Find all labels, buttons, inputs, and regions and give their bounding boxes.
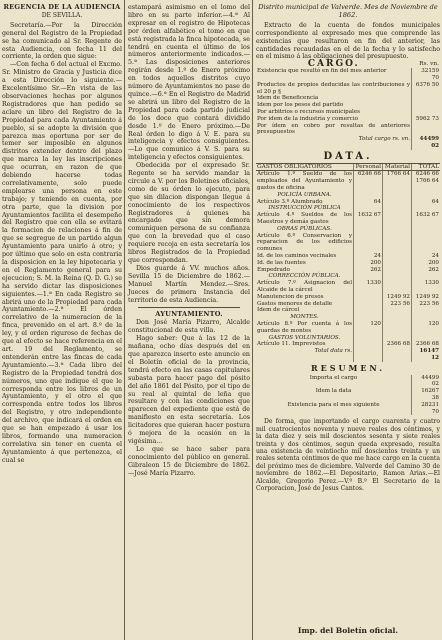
cargo-label: Por idem de la industria y comercio	[257, 115, 358, 122]
data-total-cell: 223 56	[412, 301, 441, 308]
data-personal	[354, 192, 383, 199]
district-header: Distrito municipal de Valverde. Mes de Noviembre de 1862.	[258, 3, 438, 19]
column-regencia	[2, 4, 122, 465]
data-total-cell	[412, 205, 441, 212]
closing-paragraph: De forma, que importando el cargo cuarenta y cuatro mil cuatrocientos noventa y nueve reales dos céntimos, y la data diez y seis mil doscientos sesenta y siete reales treinta y dos céntimos, segun queda expresado, resulta una existencia de veintiocho mil doscientos treinta y un reales setenta céntimos de que me hace cargo en la cuenta del próximo mes de diciembre. Valverde del Camino 30 de noviembre de 1862.—El Depositario, Ramon Arias.—El Alcalde, Gregorio Perez.—V.º B.º El Secretario de la Corporacion, José de Jesus Cantos.	[256, 418, 440, 493]
data-label: Artículo 7.º Asignacion del Alcaide de la cárcel	[257, 280, 352, 293]
data-material	[383, 199, 412, 206]
cargo-total-label: Total cargo rs. vn.	[358, 136, 410, 143]
section-heading: REGENCIA DE LA AUDIENCIA	[3, 3, 121, 11]
paragraph: Lo que se hace saber para conocimiento del público en general. Gibraleon 15 de Diciembre de 1862.—José María Pizarro.	[128, 445, 250, 477]
data-material	[383, 212, 412, 226]
resumen-value: 16267 38	[412, 388, 441, 402]
paragraph: Obedecida por el expresado Sr. Regente se ha servido mandar la circule a V. por los Boletines oficiales, como de su órden lo ejecuto, para que sin dilacion dispongan llegue á conocimiento de los respectivos Registradores á quienes ha encargado que sin demora comuniquen persona de su confianza que con la brevedad que el caso requiere recoja en esta secretaría los libros Registrados de la Propiedad que correspondan.	[128, 162, 250, 264]
data-total-cell: 24	[412, 253, 441, 260]
data-row	[256, 341, 440, 348]
cargo-row	[256, 82, 440, 96]
data-material	[383, 273, 412, 280]
data-total: 16147 12	[412, 348, 441, 362]
resumen-table	[256, 375, 440, 416]
cargo-value	[412, 109, 441, 116]
data-material	[383, 253, 412, 260]
paragraph: Dios guarde á VV. muchos años. Sevilla 15 de Diciembre de 1862.—Manuel Martín Mendez.—Sres. Jueces de primera Instancia del territorio de esta Audiencia.	[128, 264, 250, 304]
paragraph: Secretaría.—Por la Dirección general del Registro de la Propiedad se ha comunicado al Sr. Regente de esta Audiencia, con fecha 11 del corriente, la orden que sigue:	[2, 21, 122, 61]
resumen-row	[256, 388, 440, 402]
data-label: Id. de las fuentes	[257, 259, 306, 266]
column-divider	[124, 0, 125, 640]
data-material: 1249 92	[383, 294, 412, 301]
resumen-value: 44499 02	[412, 375, 441, 389]
cargo-label: Productos de propios deducidas las contribuciones y el 20 p §	[257, 81, 410, 95]
data-row	[256, 307, 440, 314]
data-row	[256, 212, 440, 226]
data-section-label: POLICÍA URBANA.	[277, 191, 332, 198]
cargo-row	[256, 116, 440, 123]
data-personal: 64	[354, 199, 383, 206]
data-row	[256, 171, 440, 192]
cargo-value: 6376 50	[412, 82, 441, 96]
cargo-value: 5962 73	[412, 116, 441, 123]
data-personal	[354, 226, 383, 233]
resumen-title: RESUMEN.	[310, 362, 386, 373]
resumen-label: Idem la data	[315, 388, 352, 395]
data-row	[256, 280, 440, 294]
data-title: DATA.	[323, 150, 373, 162]
data-header: Personal	[354, 163, 383, 171]
data-personal	[354, 205, 383, 212]
data-header: Material	[383, 163, 412, 171]
data-material	[383, 314, 412, 321]
cargo-value	[412, 102, 441, 109]
data-label: Artículo 8.º Por cuenta á los guardas de montes	[257, 320, 352, 334]
data-header: TOTAL	[412, 163, 441, 171]
data-total-cell: 200	[412, 260, 441, 267]
cargo-value: 32159 70	[412, 68, 441, 82]
data-personal	[354, 233, 383, 253]
cargo-row	[256, 68, 440, 82]
cargo-value	[412, 123, 441, 137]
data-row	[256, 253, 440, 260]
cargo-label: Existencia que resultó en fin del mes anterior	[257, 68, 387, 75]
data-total-cell: 1249 92	[412, 294, 441, 301]
data-label: Gastos menores de detalle	[257, 300, 333, 307]
data-personal: 6246 66	[354, 171, 383, 192]
data-personal	[354, 335, 383, 342]
resumen-value: 28231 70	[412, 402, 441, 416]
cargo-unit: Rs. vn.	[419, 61, 439, 68]
data-total-cell	[412, 273, 441, 280]
data-row	[256, 226, 440, 233]
data-total-cell: 64	[412, 199, 441, 206]
data-personal: 24	[354, 253, 383, 260]
resumen-label: Existencia para el mes siguiente	[287, 401, 380, 408]
data-material	[383, 321, 412, 335]
data-personal	[354, 307, 383, 314]
data-total-cell	[412, 307, 441, 314]
data-label: Artículo 1.º Sueldo de los empleados del Ayuntamiento y gastos de oficina	[257, 171, 352, 191]
paragraph: Don José María Pizarro, Alcalde constitucional de esta villa.	[128, 319, 250, 335]
data-section-label: GASTOS VOLUNTARIOS.	[268, 334, 341, 341]
data-row	[256, 260, 440, 267]
data-label: Empedrado	[257, 266, 290, 273]
cargo-label: Idem de Beneficencia	[257, 95, 319, 102]
data-header: GASTOS OBLIGATORIOS	[256, 163, 354, 171]
data-row	[256, 294, 440, 301]
data-total-cell: 6246 66 1766 64	[412, 171, 441, 192]
data-material	[383, 233, 412, 253]
resumen-row	[256, 402, 440, 416]
paragraph: estampará asimismo en el lomo del libro en su parte inferior.—4.ª Al expresar en el registro de Hipotecas por órden alfabético el tomo en que está registrada la finca hipotecada, se tendrá en cuenta el último de los números anteriormente indicados.—5.ª Las disposiciones anteriores regirán desde 1.º de Enero próximo en todos aquellos distritos cuyo número de Ayuntamientos no pase de quince.—6.ª En el Registro de Madrid se abrirá un libro del Registro de la Propiedad para cada partido judicial de los doce que contará dividido desde 1.º de Enero próximo.—De Real órden lo digo á V. E. para su inteligencia y efectos consiguientes.—Lo que comunico á V. S. para su inteligencia y efectos consiguientes.	[128, 4, 250, 162]
data-material: 223 56	[383, 301, 412, 308]
column-divider	[252, 0, 253, 640]
divider	[138, 307, 240, 308]
data-row	[256, 321, 440, 335]
data-total-cell: 120	[412, 321, 441, 335]
resumen-row	[256, 375, 440, 389]
data-personal	[354, 341, 383, 348]
data-personal	[354, 314, 383, 321]
data-label: Id. de los caminos vecinales	[257, 252, 337, 259]
data-section-label: OBRAS PÚBLICAS.	[277, 225, 332, 232]
data-personal: 200	[354, 260, 383, 267]
data-personal	[354, 301, 383, 308]
data-material	[383, 307, 412, 314]
data-personal	[354, 273, 383, 280]
cargo-row	[256, 102, 440, 109]
data-row	[256, 192, 440, 199]
data-material	[383, 205, 412, 212]
section-heading: AYUNTAMIENTO.	[155, 310, 223, 319]
data-section-label: INSTRUCCIÓN PÚBLICA	[268, 205, 341, 212]
data-material	[383, 192, 412, 199]
intro-paragraph: Extracto de la cuenta de fondos municipales correspondiente al expresado mes que comprende las existencias que resultaron en fin del anterior, las cantidades recaudadas en el de la fecha y lo satisfecho en el mismo á las obligaciones del presupuesto.	[256, 21, 440, 61]
data-total-cell	[412, 335, 441, 342]
column-ayuntamiento	[128, 4, 250, 477]
data-material	[383, 267, 412, 274]
data-material	[383, 226, 412, 233]
printer-imprint: Imp. del Boletín oficial.	[297, 626, 399, 635]
cargo-row	[256, 95, 440, 102]
cargo-table	[256, 61, 440, 149]
data-row	[256, 314, 440, 321]
data-row	[256, 233, 440, 253]
data-material	[383, 280, 412, 294]
data-label: Artículo 3.º Alumbrado	[257, 198, 323, 205]
data-label: Artículo 4.º Sueldos de los Maestros y demás gastos	[257, 212, 352, 225]
data-material: 2366 68	[383, 341, 412, 348]
section-subheading: DE SEVILLA.	[41, 11, 83, 19]
data-label: Artículo 11. Imprevistos	[257, 341, 326, 348]
cargo-row	[256, 123, 440, 137]
cargo-total: 44499 02	[412, 136, 441, 150]
cargo-label: Por ídem en cobro por resultas de anteriores presupuestos	[257, 122, 410, 136]
data-total-cell	[412, 192, 441, 199]
cargo-title: CARGO.	[307, 59, 360, 70]
data-material	[383, 335, 412, 342]
data-total-cell: 262	[412, 267, 441, 274]
cargo-label: Idem por los pesos del partido	[257, 102, 344, 109]
data-personal: 1632 67	[354, 212, 383, 226]
paragraph: —Con fecha 6 del actual el Excmo. Sr. Ministro de Gracia y Justicia dice a esta Dirección lo siguiente.—Excelentísimo Sr.—En vista de las observaciones hechas por algunos Registradores que han pedido se aclare un libro del Registro de la Propiedad para cada Ayuntamiento á pueblo, sí se adopte la división que parezca mas oportuna por ser de temer ser imposible en algunos distritos extender dentro del plazo que marca la ley las inscripciones que ocurran, en razon de que debiendo hacerse todas correlativamente, solo puede emplearse una persona en este trabajo; y teniendo en cuenta, por otra parte, que la division por Ayuntamientos facilita el desempeño del Registro que con ella se evitará la formacion de relaciones á fin de que se segregue de un partido algun Ayuntamiento para unirlo á otro; y por último que solo en esta contraria la disposicion en la ley hipotecaria y en el Reglamento general para su ejecucion; S. M. la Reina (Q. D. G.) se ha servido dictar las disposiciones siguientes.—1.ª En cada Registro se abrirá uno de la Propiedad para cada Ayuntamiento.—2.ª El órden correlativo de la numeracion de la finca, prevenido en el art. 8.º de la ley, y el orden riguroso de fechas de que al efecto se hace referencia en el art. 19 del Reglamento, se entenderán entre las fincas de cada Ayuntamiento.—3.ª Cada libro del Registro de la Propiedad tendrá dos números, uno que indique el que le corresponda entre los libros de un Ayuntamiento, y el otro el que corresponda entre todos los libros del Registro, y otro independiente del archivo, que indicará el orden en que se han empezado á usar los libros, formando una numeracion correlativa sin tener en cuenta el Ayuntamiento á que pertenezca, el cual se	[2, 61, 122, 464]
data-label: Manutencion de presos	[257, 293, 324, 300]
data-label: Idem de cárcel	[257, 307, 300, 314]
data-total-label: Total data rs.	[314, 348, 352, 355]
column-cuenta	[256, 4, 440, 492]
data-material: 1766 64	[383, 171, 412, 192]
data-personal: 262	[354, 267, 383, 274]
data-material	[383, 260, 412, 267]
data-total-cell: 2366 68	[412, 341, 441, 348]
data-total-cell	[412, 226, 441, 233]
cargo-value	[412, 95, 441, 102]
cargo-row	[256, 109, 440, 116]
data-table	[256, 163, 440, 362]
cargo-label: Por arbitrios o recursos municipales	[257, 108, 360, 115]
data-section-label: MONTES.	[290, 314, 319, 321]
paragraph: Hago saber: Que á las 12 de la mañana, ocho días después del en que aparezca inserto este anuncio en el Boletín oficial de la provincia, tendrá efecto en las casas capitulares subasta para hacer pago del pósito del año 1861 del Pósito, por el tipo de su real al quintal de leña que resultare y con las condiciones que aparecen del expediente que está de manifiesto en esta secretaría. Los licitadores que quieran hacer postura ó mejora de la ocasión en la vigésima...	[128, 335, 250, 445]
data-total-cell: 1632 67	[412, 212, 441, 226]
data-section-label: CORRECCIÓN PÚBLICA.	[268, 273, 341, 280]
data-label: Artículo 6.º Conservacion y reparacion de los edificios comunes	[257, 232, 352, 253]
resumen-label: Importa el cargo	[309, 374, 358, 381]
data-personal	[354, 294, 383, 301]
data-personal: 120	[354, 321, 383, 335]
data-total-cell: 1330	[412, 280, 441, 294]
data-personal: 1330	[354, 280, 383, 294]
data-total-cell	[412, 233, 441, 253]
data-total-cell	[412, 314, 441, 321]
